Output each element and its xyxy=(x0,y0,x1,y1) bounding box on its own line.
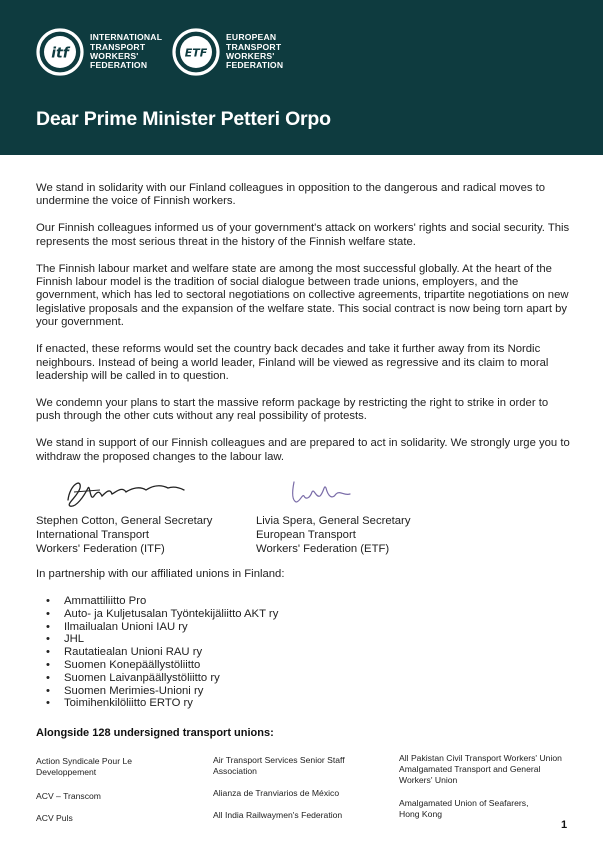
list-item xyxy=(46,659,278,672)
signature-stephen-cotton xyxy=(60,474,190,510)
bullet-icon: • xyxy=(46,658,50,671)
list-item xyxy=(46,685,278,698)
bullet-icon: • xyxy=(46,684,50,697)
union-line: Hong Kong xyxy=(399,809,443,819)
letter-body xyxy=(36,182,572,478)
transport-union-entry xyxy=(399,753,562,764)
signatory-line: Stephen Cotton, General Secretary xyxy=(36,515,213,527)
signatory-line: Livia Spera, General Secretary xyxy=(256,515,411,527)
transport-union-entry xyxy=(213,810,342,821)
itf-emblem-icon xyxy=(36,28,84,76)
itf-logo-line: FEDERATION xyxy=(90,60,148,71)
list-item xyxy=(46,697,278,710)
union-line: ACV Puls xyxy=(36,813,73,823)
alongside-heading: Alongside 128 undersigned transport unions: xyxy=(36,727,274,739)
transport-union-entry xyxy=(399,798,528,820)
letter-paragraph: We stand in solidarity with our Finland colleagues in opposition to the dangerous and radical moves to undermine the voice of Finnish workers. xyxy=(36,182,546,208)
letter-paragraph: If enacted, these reforms would set the country back decades and take it further away from its Nordic neighbours. Instead of being a world leader, Finland will be viewed as regressive and its claim to moral leadership will be called in to question. xyxy=(36,343,549,382)
union-line: Workers' Union xyxy=(399,775,458,785)
handwritten-signature-icon xyxy=(288,474,358,510)
signatory-itf xyxy=(36,514,236,556)
signatory-line: European Transport xyxy=(256,529,356,541)
etf-logo-line: FEDERATION xyxy=(226,60,284,71)
list-item xyxy=(46,621,278,634)
etf-emblem-icon xyxy=(172,28,220,76)
bullet-icon: • xyxy=(46,646,50,659)
itf-logo xyxy=(36,28,162,76)
itf-logo-line: WORKERS' xyxy=(90,51,139,61)
etf-logo-text xyxy=(226,33,283,71)
page-number: 1 xyxy=(561,819,568,831)
list-item xyxy=(46,608,278,621)
transport-union-entry xyxy=(213,788,339,799)
etf-logo xyxy=(172,28,283,76)
transport-union-entry xyxy=(36,756,132,778)
etf-emblem-text: ETF xyxy=(184,46,208,60)
union-line: ACV – Transcom xyxy=(36,791,101,801)
etf-logo-line: EUROPEAN xyxy=(226,32,277,43)
transport-union-entry xyxy=(213,755,345,777)
signatory-line: International Transport xyxy=(36,529,150,541)
union-line: Amalgamated Transport and General xyxy=(399,764,541,774)
union-line: Air Transport Services Senior Staff xyxy=(213,755,345,765)
bullet-icon: • xyxy=(46,595,50,607)
union-line: All Pakistan Civil Transport Workers' Union xyxy=(399,753,562,763)
etf-logo-line: WORKERS' xyxy=(226,51,275,61)
union-name: Ilmailualan Unioni IAU ry xyxy=(64,620,188,633)
union-line: Alianza de Tranviarios de México xyxy=(213,788,340,798)
union-line: All India Railwaymen's Federation xyxy=(213,810,343,820)
bullet-icon: • xyxy=(46,607,50,620)
signatory-etf xyxy=(256,514,456,556)
transport-union-entry xyxy=(36,791,101,802)
union-name: Rautatiealan Unioni RAU ry xyxy=(64,646,203,659)
transport-union-entry xyxy=(36,813,73,824)
union-name: Ammattiliitto Pro xyxy=(64,595,147,607)
itf-logo-text xyxy=(90,33,162,71)
union-line: Association xyxy=(213,766,257,776)
union-name: JHL xyxy=(64,633,85,646)
list-item xyxy=(46,595,278,608)
itf-logo-line: TRANSPORT xyxy=(90,41,146,52)
bullet-icon: • xyxy=(46,671,50,684)
union-name: Auto- ja Kuljetusalan Työntekijäliitto AKT ry xyxy=(64,607,279,620)
finnish-unions-list xyxy=(46,595,278,710)
list-item xyxy=(46,646,278,659)
letter-paragraph: The Finnish labour market and welfare state are among the most successful globally. At the heart of the Finnish labour model is the tradition of social dialogue between trade unions, employers, and the government, which has led to sectoral negotiations on collective agreements, tripartite negotiations on new legislative proposals and the expansion of the welfare state. This social contract is now being torn apart by your government. xyxy=(36,262,569,329)
itf-emblem-text: itf xyxy=(51,45,69,62)
list-item xyxy=(46,672,278,685)
union-name: Suomen Merimies-Unioni ry xyxy=(64,684,204,697)
bullet-icon: • xyxy=(46,620,50,633)
etf-logo-line: TRANSPORT xyxy=(226,41,282,52)
union-line: Developpement xyxy=(36,767,97,777)
header-banner xyxy=(0,0,603,155)
union-name: Toimihenkilöliitto ERTO ry xyxy=(64,697,193,710)
union-line: Amalgamated Union of Seafarers, xyxy=(399,798,529,808)
letter-title: Dear Prime Minister Petteri Orpo xyxy=(36,108,331,130)
signatory-line: Workers' Federation (ITF) xyxy=(36,543,165,555)
list-item xyxy=(46,633,278,646)
bullet-icon: • xyxy=(46,633,50,646)
itf-logo-line: INTERNATIONAL xyxy=(90,32,163,43)
letter-paragraph: Our Finnish colleagues informed us of your government's attack on workers' rights and social security. This represents the most serious threat in the history of the Finnish welfare state. xyxy=(36,222,570,248)
transport-union-entry xyxy=(399,764,540,786)
partnership-intro: In partnership with our affiliated unions in Finland: xyxy=(36,568,285,580)
letter-paragraph: We condemn your plans to start the massive reform package by restricting the right to strike in order to push through the other cuts without any real possibility of protests. xyxy=(36,396,549,423)
union-name: Suomen Konepäällystöliitto xyxy=(64,658,201,671)
signature-livia-spera xyxy=(288,474,358,510)
bullet-icon: • xyxy=(46,697,50,710)
union-name: Suomen Laivanpäällystöliitto ry xyxy=(64,671,220,684)
letter-paragraph: We stand in support of our Finnish colleagues and are prepared to act in solidarity. We strongly urge you to withdraw the proposed changes to the labour law. xyxy=(36,437,570,463)
signatory-line: Workers' Federation (ETF) xyxy=(256,543,390,555)
union-line: Action Syndicale Pour Le xyxy=(36,756,133,766)
handwritten-signature-icon xyxy=(60,474,190,510)
